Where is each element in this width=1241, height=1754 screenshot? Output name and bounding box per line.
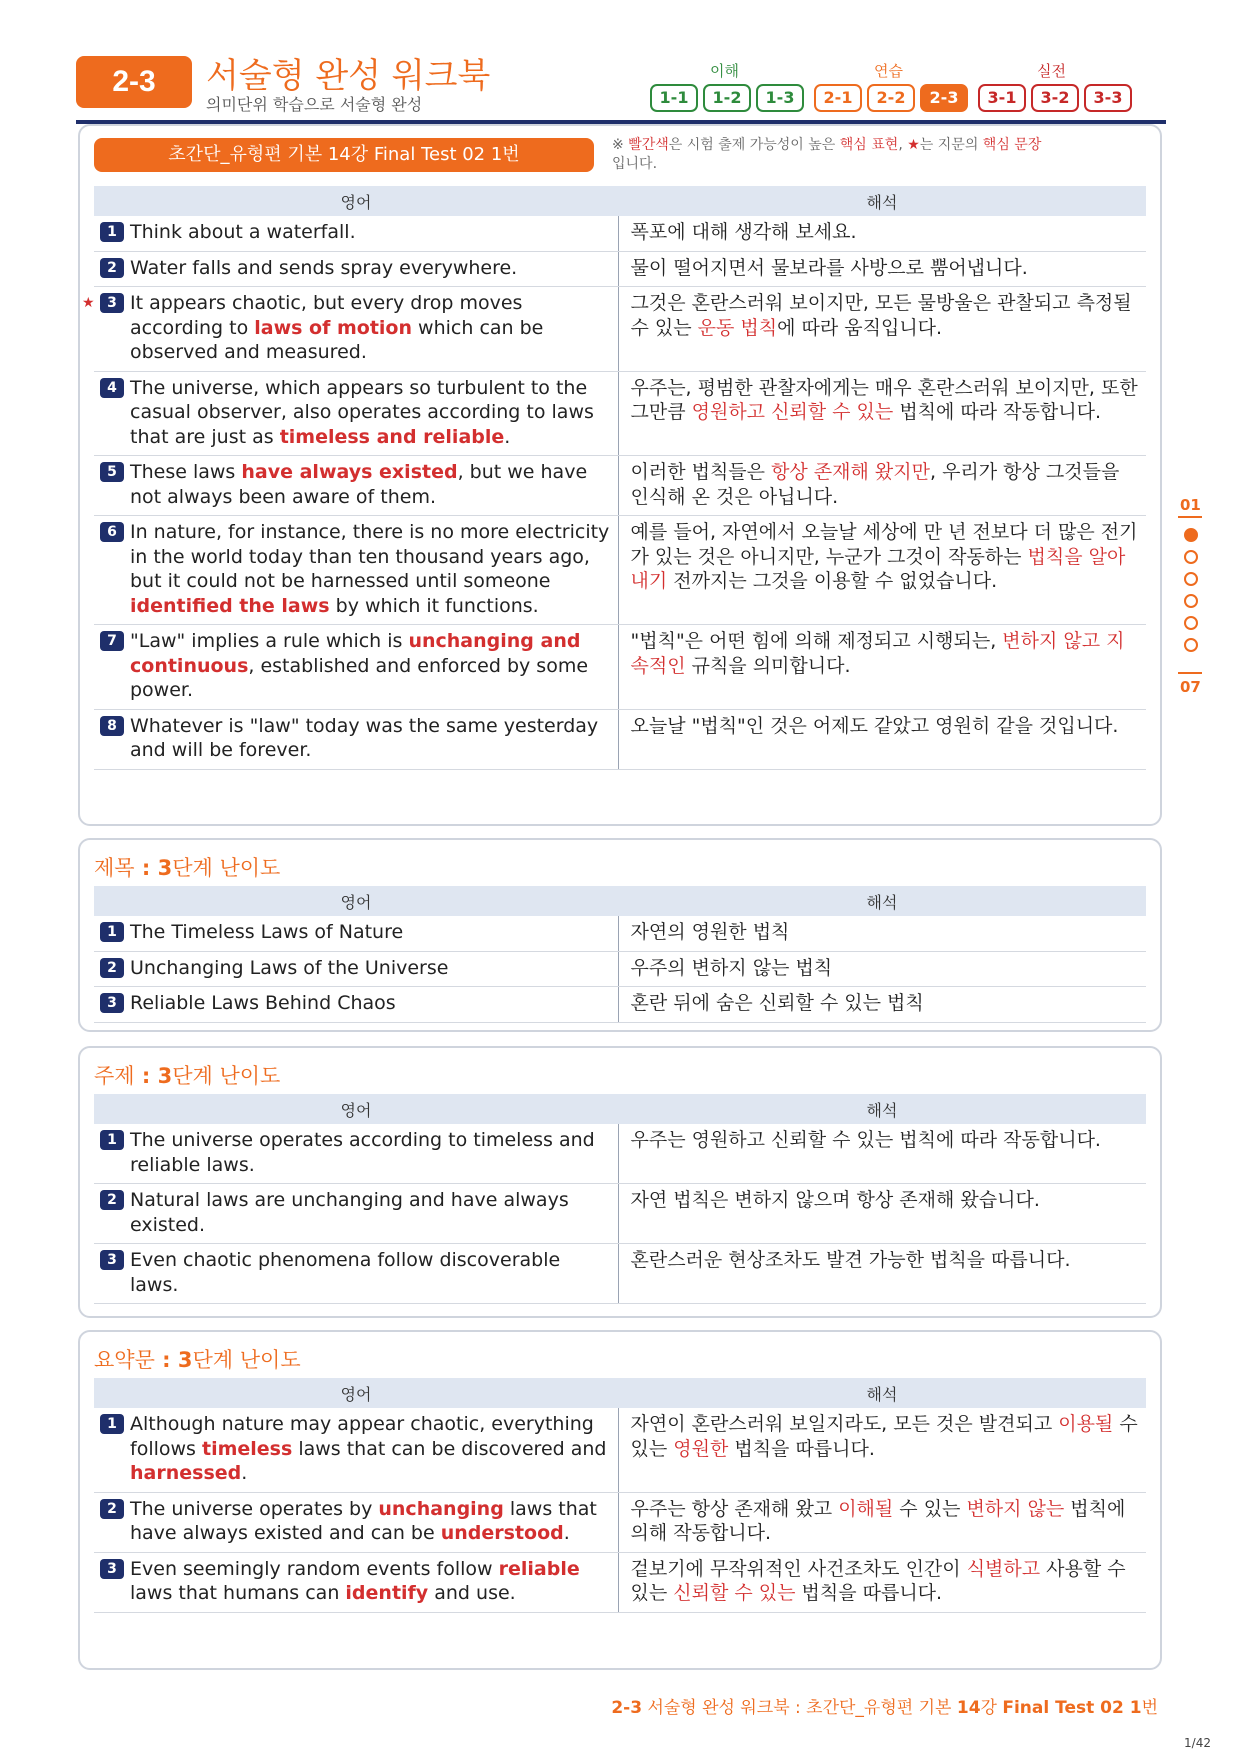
sentence-text: Even seemingly random events follow <box>130 1557 499 1580</box>
translation-text: 사용할 수 있는 <box>630 1557 1126 1604</box>
translation-text: , 우리가 항상 그것들을 인식해 온 것은 아닙니다. <box>630 461 1120 508</box>
section-heading: 제목 : 3단계 난이도 <box>94 856 281 880</box>
table-row <box>94 1244 1146 1304</box>
english-cell <box>94 516 618 625</box>
title-table <box>94 886 1146 1023</box>
translation-text: 수 있는 <box>630 1413 1138 1460</box>
korean-cell <box>618 287 1146 372</box>
translation-text: 우주는 영원하고 신뢰할 수 있는 법칙에 따라 작동합니다. <box>630 1129 1101 1151</box>
key-expression: harnessed <box>130 1462 242 1484</box>
sentence-text: Even chaotic phenomena follow discoverable laws. <box>130 1249 561 1296</box>
sentence-text: . <box>241 1462 248 1484</box>
korean-cell <box>618 1492 1146 1552</box>
translation-text: 예를 들어, 자연에서 오늘날 세상에 만 년 전보다 더 많은 전기가 있는 것은 아니지만, 누군가 그것이 작동하는 <box>630 521 1138 568</box>
korean-cell <box>618 516 1146 625</box>
page-number: 1/42 <box>1184 1736 1211 1750</box>
english-cell <box>94 1244 618 1304</box>
side-nav-end: 07 <box>1180 678 1201 696</box>
translation-text: 법칙을 따릅니다. <box>728 1437 875 1460</box>
table-row <box>94 287 1146 372</box>
korean-cell <box>618 251 1146 287</box>
level-pill-3-3[interactable]: 3-3 <box>1084 84 1132 112</box>
level-pill-1-3[interactable]: 1-3 <box>756 84 804 112</box>
translation-text: 우주는, 평범한 관찰자에게는 매우 혼란스러워 보이지만, 또한 그만큼 <box>630 376 1138 423</box>
key-expression: 이용될 <box>1058 1413 1114 1435</box>
translation-text: 자연이 혼란스러워 보일지라도, 모든 것은 발견되고 <box>630 1413 1059 1435</box>
translation-text: 우주의 변하지 않는 법칙 <box>630 956 833 979</box>
sentence-number: 3 <box>100 1559 124 1579</box>
column-header-korean: 해석 <box>618 1378 1146 1408</box>
sentence-number: 3 <box>100 993 124 1013</box>
translation-text: 혼란스러운 현상조차도 발견 가능한 법칙을 따릅니다. <box>630 1249 1071 1271</box>
english-cell <box>94 1408 618 1492</box>
sentence-number: 1 <box>100 1130 124 1150</box>
english-cell <box>94 1184 618 1244</box>
sentence-text: Although nature may appear chaotic, everything follows <box>130 1413 594 1460</box>
sentence-number: 5 <box>100 462 124 482</box>
key-sentence-star-icon: ★ <box>82 295 95 311</box>
column-header-korean: 해석 <box>618 1094 1146 1124</box>
table-row <box>94 916 1146 951</box>
korean-cell <box>618 1184 1146 1244</box>
page-nav-dot[interactable] <box>1184 638 1198 652</box>
key-expression: identified the laws <box>130 594 330 617</box>
sentence-number: 6 <box>100 522 124 542</box>
translation-text: 에 따라 움직입니다. <box>777 316 943 339</box>
sentence-text: . <box>504 425 511 448</box>
key-expression: 운동 법칙 <box>697 316 778 339</box>
korean-cell <box>618 916 1146 951</box>
table-row <box>94 1492 1146 1552</box>
sentence-number: 2 <box>100 258 124 278</box>
footer-caption: 2-3 서술형 완성 워크북 : 초간단_유형편 기본 14강 Final Test 02 1번 <box>611 1698 1158 1718</box>
page-title: 서술형 완성 워크북 <box>206 56 491 96</box>
level-pill-2-3[interactable]: 2-3 <box>920 84 968 112</box>
page-nav-dot[interactable] <box>1184 616 1198 630</box>
translation-text: 규칙을 의미합니다. <box>685 654 851 677</box>
key-expression: 식별하고 <box>966 1557 1041 1580</box>
level-label-real: 실전 <box>1037 62 1066 80</box>
english-cell <box>94 987 618 1023</box>
translation-text: 법칙에 따라 작동합니다. <box>893 401 1101 423</box>
key-expression: unchanging and continuous <box>130 630 581 677</box>
table-row <box>94 1408 1146 1492</box>
theme-section <box>78 1046 1162 1318</box>
level-label-practice: 연습 <box>874 62 903 80</box>
english-cell <box>94 251 618 287</box>
main-passage-section <box>78 124 1162 826</box>
sentence-text: and use. <box>428 1582 516 1604</box>
sentence-text: These laws <box>130 461 242 483</box>
english-cell <box>82 287 618 372</box>
table-row <box>94 456 1146 516</box>
sentence-text: Natural laws are unchanging and have always existed. <box>130 1189 569 1236</box>
sentence-number: 2 <box>100 958 124 978</box>
sentence-text: The Timeless Laws of Nature <box>130 921 404 943</box>
korean-cell <box>618 1552 1146 1612</box>
korean-cell <box>618 1408 1146 1492</box>
english-cell <box>94 1124 618 1184</box>
sentence-text: The universe operates according to timeless and reliable laws. <box>130 1129 595 1176</box>
translation-text: 이러한 법칙들은 <box>630 461 772 483</box>
translation-text: 우주는 항상 존재해 왔고 <box>630 1497 839 1520</box>
sentence-text: In nature, for instance, there is no more electricity in the world today than ten thousand years ago, but it could not be harnessed until someone <box>130 521 610 592</box>
english-cell <box>94 216 618 251</box>
sentence-number: 2 <box>100 1499 124 1519</box>
summary-section <box>78 1330 1162 1670</box>
sentence-number: 2 <box>100 1190 124 1210</box>
passage-table <box>82 186 1146 770</box>
translation-text: 오늘날 "법칙"인 것은 어제도 같았고 영원히 같을 것입니다. <box>630 714 1119 737</box>
sentence-text: Reliable Laws Behind Chaos <box>130 992 396 1014</box>
key-expression: 신뢰할 수 있는 <box>673 1582 796 1604</box>
test-banner: 초간단_유형편 기본 14강 Final Test 02 1번 <box>94 138 594 172</box>
english-cell <box>94 709 618 769</box>
korean-cell <box>618 951 1146 987</box>
column-header-english: 영어 <box>94 1378 618 1408</box>
side-nav-line <box>1178 516 1202 518</box>
translation-text: 자연 법칙은 변하지 않으며 항상 존재해 왔습니다. <box>630 1189 1040 1211</box>
table-row <box>94 216 1146 251</box>
table-row <box>94 951 1146 987</box>
column-header-english: 영어 <box>94 186 618 216</box>
page-nav-dot[interactable] <box>1184 550 1198 564</box>
english-cell <box>94 1552 618 1612</box>
level-pill-3-1[interactable]: 3-1 <box>978 84 1026 112</box>
title-section <box>78 838 1162 1032</box>
summary-table <box>94 1378 1146 1613</box>
page-subtitle: 의미단위 학습으로 서술형 완성 <box>206 95 423 114</box>
sentence-text: , established and enforced by some power. <box>130 654 589 701</box>
sentence-number: 8 <box>100 716 124 736</box>
sentence-number: 7 <box>100 631 124 651</box>
translation-text: "법칙"은 어떤 힘에 의해 제정되고 시행되는, <box>630 630 1003 652</box>
translation-text: 폭포에 대해 생각해 보세요. <box>630 221 857 243</box>
english-cell <box>94 456 618 516</box>
key-expression: understood <box>440 1522 564 1544</box>
translation-text: 전까지는 그것을 이용할 수 없었습니다. <box>667 570 998 592</box>
key-expression: identify <box>345 1582 429 1604</box>
translation-text: 물이 떨어지면서 물보라를 사방으로 뿜어냅니다. <box>630 256 1028 279</box>
sentence-text: laws that have always existed and can be <box>130 1497 597 1544</box>
sentence-text: , but we have not always been aware of them. <box>130 461 588 508</box>
sentence-number: 3 <box>100 1250 124 1270</box>
sentence-text: The universe operates by <box>130 1497 379 1520</box>
section-heading: 주제 : 3단계 난이도 <box>94 1064 281 1088</box>
lesson-badge: 2-3 <box>76 56 192 108</box>
sentence-text: by which it functions. <box>329 594 539 617</box>
level-pill-3-2[interactable]: 3-2 <box>1031 84 1079 112</box>
section-heading: 요약문 : 3단계 난이도 <box>94 1348 301 1372</box>
sentence-number: 3 <box>100 293 124 313</box>
level-label-understand: 이해 <box>710 62 739 80</box>
table-row <box>94 251 1146 287</box>
table-row <box>94 709 1146 769</box>
sentence-text: Water falls and sends spray everywhere. <box>130 256 518 279</box>
table-row <box>94 1552 1146 1612</box>
translation-text: 혼란 뒤에 숨은 신뢰할 수 있는 법칙 <box>630 992 924 1014</box>
side-nav-line <box>1178 672 1202 674</box>
english-cell <box>94 371 618 456</box>
translation-text: 그것은 혼란스러워 보이지만, 모든 물방울은 관찰되고 측정될 수 있는 <box>630 292 1132 339</box>
key-expression: timeless and reliable <box>279 425 505 448</box>
korean-cell <box>618 216 1146 251</box>
key-expression: 법칙을 알아내기 <box>630 545 1126 592</box>
sentence-text: "Law" implies a rule which is <box>130 630 409 652</box>
key-expression: 변하지 않고 지속적인 <box>630 630 1125 677</box>
legend-note: ※ 빨간색은 시험 출제 가능성이 높은 핵심 표현, ★는 지문의 핵심 문장 입니다. <box>612 137 1042 172</box>
translation-text: 자연의 영원한 법칙 <box>630 921 790 943</box>
column-header-english: 영어 <box>94 886 618 916</box>
table-row <box>94 516 1146 625</box>
table-row <box>94 371 1146 456</box>
translation-text: 겉보기에 무작위적인 사건조차도 인간이 <box>630 1557 967 1580</box>
key-expression: 항상 존재해 왔지만 <box>771 461 930 483</box>
key-expression: have always existed <box>241 461 458 483</box>
key-expression: 영원한 <box>673 1437 729 1460</box>
key-expression: 이해될 <box>838 1497 894 1520</box>
english-cell <box>94 1492 618 1552</box>
page-nav-dot[interactable] <box>1184 594 1198 608</box>
korean-cell <box>618 456 1146 516</box>
level-pill-1-2[interactable]: 1-2 <box>703 84 751 112</box>
sentence-text: The universe, which appears so turbulent to the casual observer, also operates according to laws that are just as <box>130 376 594 448</box>
page-nav-dot[interactable] <box>1184 528 1198 542</box>
table-row <box>94 987 1146 1023</box>
level-pill-1-1[interactable]: 1-1 <box>650 84 698 112</box>
sentence-text: laws that can be discovered and <box>292 1437 607 1460</box>
key-expression: timeless <box>201 1437 293 1460</box>
page-nav-dot[interactable] <box>1184 572 1198 586</box>
key-expression: 영원하고 신뢰할 수 있는 <box>691 401 894 423</box>
sentence-text: Think about a waterfall. <box>130 221 356 243</box>
column-header-english: 영어 <box>94 1094 618 1124</box>
sentence-number: 1 <box>100 222 124 242</box>
sentence-text: It appears chaotic, but every drop moves according to <box>130 292 523 339</box>
key-expression: 변하지 않는 <box>966 1497 1065 1520</box>
sentence-text: . <box>563 1522 570 1544</box>
theme-table <box>94 1094 1146 1304</box>
korean-cell <box>618 625 1146 710</box>
column-header-korean: 해석 <box>618 886 1146 916</box>
korean-cell <box>618 1124 1146 1184</box>
sentence-text: Unchanging Laws of the Universe <box>130 956 449 979</box>
key-expression: laws of motion <box>254 316 413 339</box>
key-expression: unchanging <box>378 1497 504 1520</box>
side-nav-start: 01 <box>1180 496 1201 514</box>
level-pill-2-1[interactable]: 2-1 <box>814 84 862 112</box>
korean-cell <box>618 987 1146 1023</box>
sentence-number: 1 <box>100 1414 124 1434</box>
table-row <box>94 1184 1146 1244</box>
star-icon: ★ <box>907 137 920 153</box>
table-row <box>94 1124 1146 1184</box>
sentence-number: 4 <box>100 378 124 398</box>
korean-cell <box>618 371 1146 456</box>
translation-text: 수 있는 <box>893 1497 967 1520</box>
korean-cell <box>618 1244 1146 1304</box>
key-expression: reliable <box>498 1557 580 1580</box>
level-pill-2-2[interactable]: 2-2 <box>867 84 915 112</box>
english-cell <box>94 916 618 951</box>
english-cell <box>94 951 618 987</box>
sentence-number: 1 <box>100 922 124 942</box>
translation-text: 법칙에 의해 작동합니다. <box>630 1497 1126 1544</box>
sentence-text: Whatever is "law" today was the same yesterday and will be forever. <box>130 714 599 761</box>
sentence-text: which can be observed and measured. <box>130 316 544 363</box>
column-header-korean: 해석 <box>618 186 1146 216</box>
korean-cell <box>618 709 1146 769</box>
sentence-text: laws that humans can <box>130 1582 346 1604</box>
table-row <box>94 625 1146 710</box>
translation-text: 법칙을 따릅니다. <box>795 1582 943 1604</box>
english-cell <box>94 625 618 710</box>
